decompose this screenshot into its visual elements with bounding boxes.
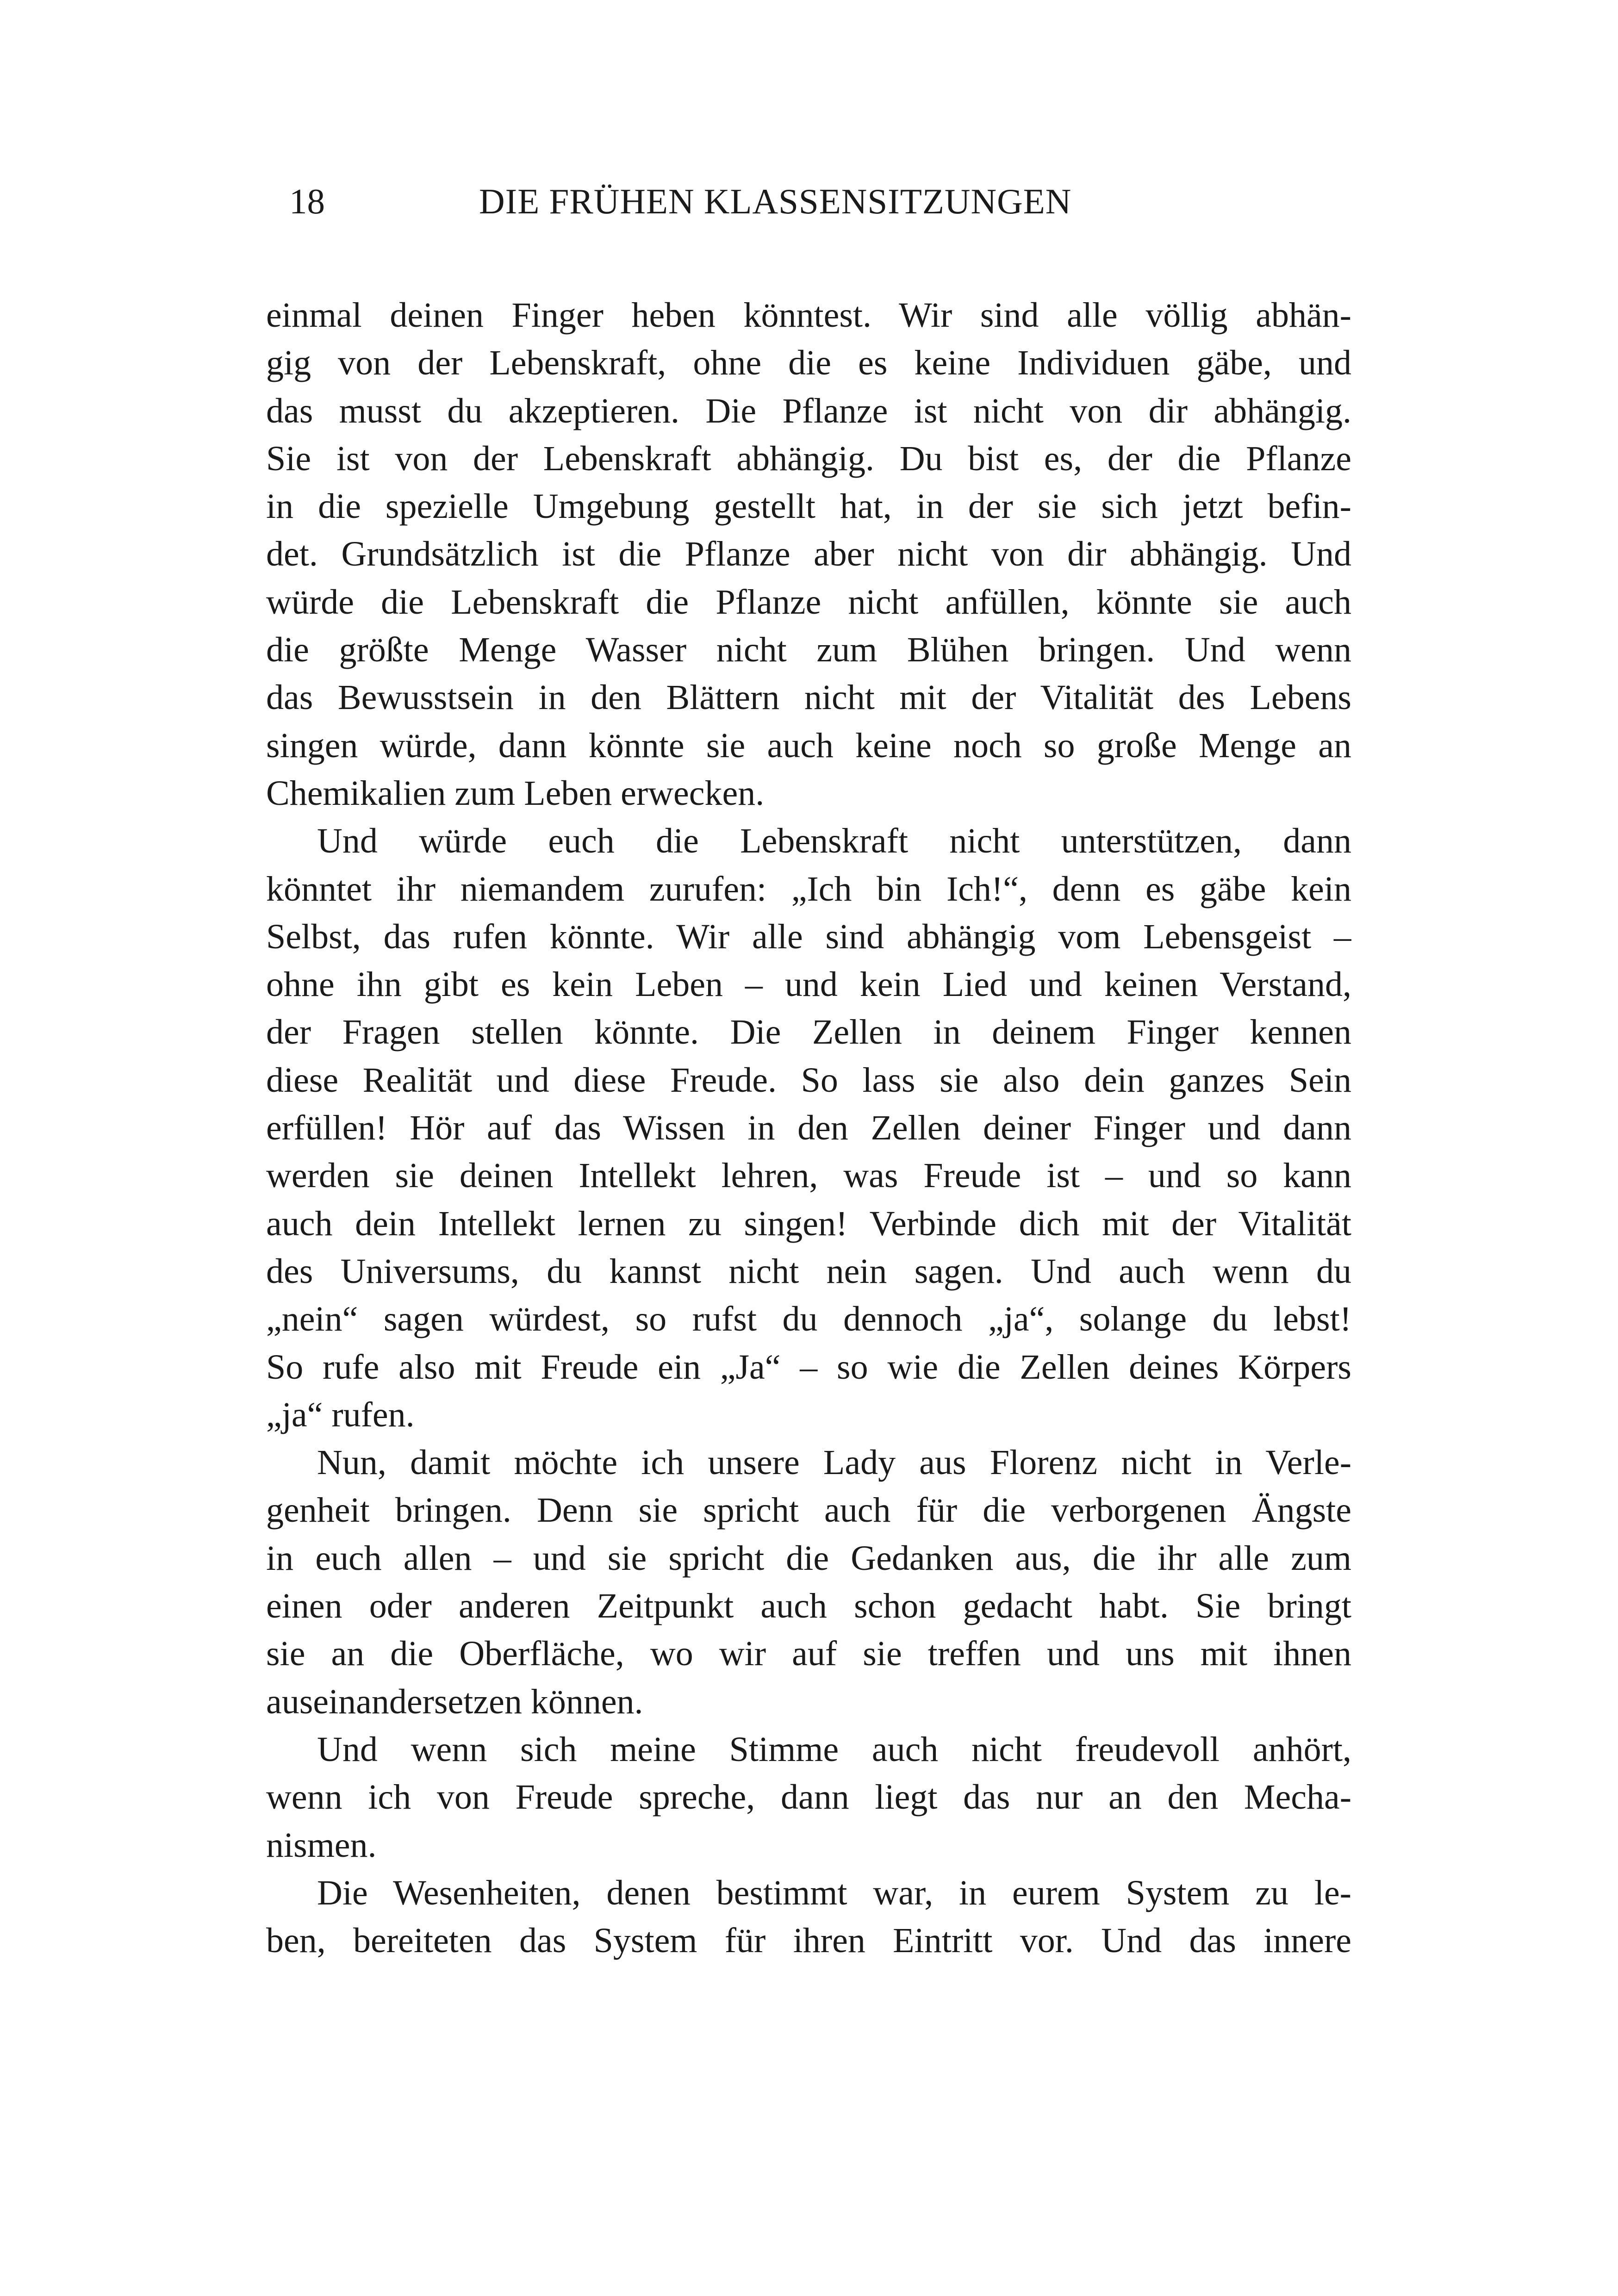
text-line: auch dein Intellekt lernen zu singen! Verbinde dich mit der Vitalität xyxy=(266,1204,1351,1243)
text-line: auseinandersetzen können. xyxy=(266,1682,643,1721)
text-line: erfüllen! Hör auf das Wissen in den Zellen deiner Finger und dann xyxy=(266,1108,1351,1148)
text-line: wenn ich von Freude spreche, dann liegt das nur an den Mecha- xyxy=(266,1778,1351,1817)
text-line: diese Realität und diese Freude. So lass sie also dein ganzes Sein xyxy=(266,1060,1351,1100)
text-line: Nun, damit möchte ich unsere Lady aus Florenz nicht in Verle- xyxy=(317,1443,1351,1482)
text-line: ben, bereiteten das System für ihren Eintritt vor. Und das innere xyxy=(266,1921,1351,1960)
text-line: in euch allen – und sie spricht die Gedanken aus, die ihr alle zum xyxy=(266,1538,1351,1578)
text-line: Chemikalien zum Leben erwecken. xyxy=(266,773,765,813)
text-line: in die spezielle Umgebung gestellt hat, in der sie sich jetzt befin- xyxy=(266,487,1351,526)
text-line: Und würde euch die Lebenskraft nicht unterstützen, dann xyxy=(317,821,1351,861)
text-line: der Fragen stellen könnte. Die Zellen in deinem Finger kennen xyxy=(266,1013,1351,1052)
text-line: würde die Lebenskraft die Pflanze nicht anfüllen, könnte sie auch xyxy=(266,582,1351,622)
body-text xyxy=(266,292,1351,1965)
text-line: werden sie deinen Intellekt lehren, was Freude ist – und so kann xyxy=(266,1156,1351,1195)
text-line: einmal deinen Finger heben könntest. Wir sind alle völlig abhän- xyxy=(266,296,1351,335)
page-number: 18 xyxy=(289,181,325,221)
text-line: genheit bringen. Denn sie spricht auch für die verborgenen Ängste xyxy=(266,1491,1351,1530)
text-line: Selbst, das rufen könnte. Wir alle sind abhängig vom Lebensgeist – xyxy=(266,917,1351,956)
text-line: könntet ihr niemandem zurufen: „Ich bin Ich!“, denn es gäbe kein xyxy=(266,869,1351,908)
text-line: „nein“ sagen würdest, so rufst du dennoch „ja“, solange du lebst! xyxy=(266,1300,1351,1339)
text-line: „ja“ rufen. xyxy=(266,1395,415,1434)
text-line: singen würde, dann könnte sie auch keine noch so große Menge an xyxy=(266,726,1351,765)
text-line: sie an die Oberfläche, wo wir auf sie treffen und uns mit ihnen xyxy=(266,1634,1351,1674)
text-line: nismen. xyxy=(266,1825,377,1865)
text-line: So rufe also mit Freude ein „Ja“ – so wie die Zellen deines Körpers xyxy=(266,1347,1351,1387)
text-line: Die Wesenheiten, denen bestimmt war, in eurem System zu le- xyxy=(317,1873,1351,1912)
text-line: des Universums, du kannst nicht nein sagen. Und auch wenn du xyxy=(266,1251,1351,1291)
text-line: die größte Menge Wasser nicht zum Blühen bringen. Und wenn xyxy=(266,630,1351,670)
text-line: Und wenn sich meine Stimme auch nicht freudevoll anhört, xyxy=(317,1730,1351,1769)
chapter-title: DIE FRÜHEN KLASSENSITZUNGEN xyxy=(479,181,1072,221)
text-line: einen oder anderen Zeitpunkt auch schon gedacht habt. Sie bringt xyxy=(266,1587,1351,1626)
text-line: das Bewusstsein in den Blättern nicht mit der Vitalität des Lebens xyxy=(266,678,1351,717)
text-line: ohne ihn gibt es kein Leben – und kein Lied und keinen Verstand, xyxy=(266,965,1351,1004)
text-line: das musst du akzeptieren. Die Pflanze ist nicht von dir abhängig. xyxy=(266,391,1351,430)
text-line: gig von der Lebenskraft, ohne die es keine Individuen gäbe, und xyxy=(266,343,1351,383)
running-head xyxy=(266,178,1351,224)
text-line: det. Grundsätzlich ist die Pflanze aber nicht von dir abhängig. Und xyxy=(266,535,1351,574)
text-line: Sie ist von der Lebenskraft abhängig. Du bist es, der die Pflanze xyxy=(266,439,1351,478)
